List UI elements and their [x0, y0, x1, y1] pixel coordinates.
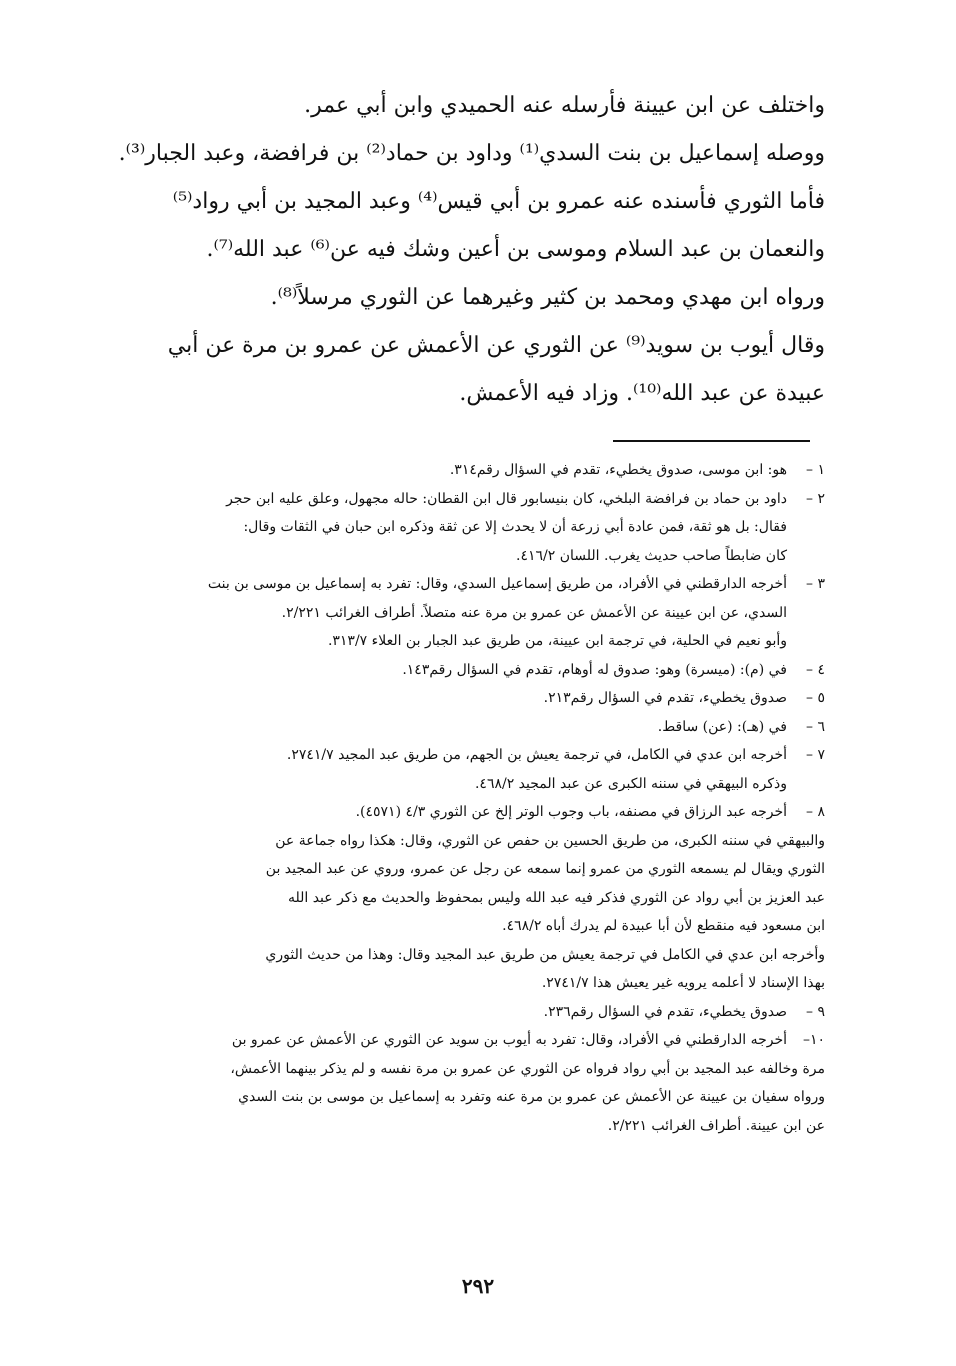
footnote-8-continuation	[100, 827, 825, 998]
footnote-10	[100, 1026, 825, 1055]
footnote-line: السدي، عن ابن عيينة عن الأعمش عن عمرو بن مرة عنه متصلاً. أطراف الغرائب ٢/٢٢١.	[281, 604, 787, 621]
main-text-line: فأما الثوري فأسنده عنه عمرو بن أبي قيس⁽⁴⁾ وعبد المجيد بن أبي رواد⁽⁵⁾	[172, 189, 825, 214]
footnote-line: في (م): (ميسرة) وهو: صدوق له أوهام، تقدم في السؤال رقم١٤٣.	[402, 661, 787, 678]
page-number: ٢٩٢	[461, 1274, 495, 1298]
footnote-line: في (هـ): (عن) ساقط.	[657, 718, 787, 735]
footnote-body	[100, 1026, 787, 1055]
footnote-line: هو: ابن موسى، صدوق يخطيء، تقدم في السؤال رقم٣١٤.	[449, 462, 787, 478]
footnote-line: صدوق يخطيء، تقدم في السؤال رقم٢٣٦.	[543, 1003, 787, 1020]
footnote-10-continuation	[100, 1055, 825, 1141]
footnote-body	[100, 513, 825, 570]
footnote-6	[100, 713, 825, 742]
footnote-body	[100, 741, 787, 798]
footnote-number: ٣ –	[806, 576, 825, 592]
footnote-body	[100, 456, 787, 485]
footnote-number: ١ –	[806, 462, 825, 478]
footnote-line: أخرجه عبد الرزاق في مصنفه، باب وجوب الوتر إلخ عن الثوري ٤/٣ (٤٥٧١).	[355, 804, 787, 820]
footnote-line: ورواه سفيان بن عيينة عن الأعمش عن عمرو بن مرة عنه وتفرد به إسماعيل بن موسى بن بنت السدي	[238, 1089, 825, 1105]
footnote-line: وأبو نعيم في الحلية، في ترجمة ابن عيينة، من طريق عبد الجبار بن العلاء ٣١٣/٧.	[327, 633, 787, 649]
footnote-line: صدوق يخطيء، تقدم في السؤال رقم٢١٣.	[543, 690, 787, 706]
main-text-line: واختلف عن ابن عيينة فأرسله عنه الحميدي وابن أبي عمر.	[304, 93, 825, 118]
footnote-line: الثوري ويقال لم يسمعه الثوري من عمرو إنما سمعه عن رجل عن عمرو، وروي عن عبد المجيد بن	[265, 861, 825, 877]
footnote-7	[100, 741, 825, 798]
footnote-body	[100, 798, 787, 827]
footnote-line: داود بن حماد بن فرافضة البلخي، كان بنيسابور قال ابن القطان: حاله مجهول، وعلق عليه ابن حجر	[226, 490, 787, 507]
footnote-4	[100, 656, 825, 685]
footnote-body	[100, 570, 787, 599]
footnote-2-continuation	[100, 513, 825, 570]
footnote-number: ٨ –	[806, 804, 825, 820]
footnote-line: ابن مسعود فيه منقطع لأن أبا عبيدة لم يدرك أباه ٤٦٨/٢.	[502, 918, 825, 934]
main-text-line: ووصله إسماعيل بن بنت السدي⁽¹⁾ وداود بن حماد⁽²⁾ بن فرافضة، وعبد الجبار⁽³⁾.	[118, 141, 825, 166]
footnote-body	[100, 656, 787, 685]
main-text-line: والنعمان بن عبد السلام وموسى بن أعين وشك فيه عن⁽⁶⁾ عبد الله⁽⁷⁾.	[206, 237, 825, 262]
footnote-number: ٥ –	[806, 690, 825, 706]
footnote-number: ٢ –	[806, 490, 825, 507]
footnote-3-continuation	[100, 599, 825, 656]
footnote-number: ٧ –	[806, 747, 825, 763]
footnote-3	[100, 570, 825, 599]
footnote-body	[100, 684, 787, 713]
footnote-line: والبيهقي في سننه الكبرى، من طريق الحسين بن حفص عن الثوري، وقال: هكذا رواه جماعة عن	[275, 832, 825, 849]
main-text-line: ورواه ابن مهدي ومحمد بن كثير وغيرهما عن الثوري مرسلاً⁽⁸⁾.	[270, 285, 825, 310]
main-text-line: وقال أيوب بن سويد⁽⁹⁾ عن الثوري عن الأعمش عن عمرو بن مرة عن أبي	[167, 333, 825, 358]
footnote-body	[100, 713, 787, 742]
footnote-line: أخرجه ابن عدي في الكامل، في ترجمة يعيش بن الجهم، من طريق عبد المجيد ٢٧٤١/٧.	[286, 747, 787, 763]
footnote-line: عن ابن عيينة. أطراف الغرائب ٢/٢٢١.	[607, 1117, 825, 1134]
footnotes	[100, 456, 825, 1140]
footnote-line: مرة وخالفه عبد المجيد بن أبي رواد فرواه عن الثوري عن عمرو بن مرة نفسه و لم يذكر بينهما الأعمش،	[230, 1060, 825, 1077]
footnote-line: أخرجه الدارقطني في الأفراد، وقال: تفرد به أيوب بن سويد عن الثوري عن الأعمش عن عمرو بن	[231, 1032, 787, 1048]
footnote-2	[100, 485, 825, 514]
main-text-line: عبيدة عن عبد الله⁽¹⁰⁾. وزاد فيه الأعمش.	[459, 381, 825, 406]
footnote-9	[100, 998, 825, 1027]
footnote-line: بهذا الإسناد لا أعلمه يرويه غير يعيش هذا ٢٧٤١/٧.	[541, 975, 825, 991]
footnote-body	[100, 1055, 825, 1141]
footnote-body	[100, 599, 825, 656]
footnote-5	[100, 684, 825, 713]
footnote-number: ٩ –	[806, 1003, 825, 1020]
footnote-body	[100, 998, 787, 1027]
footnote-line: كان ضابطاً صاحب حديث يغرب. اللسان ٤١٦/٢.	[516, 547, 787, 564]
footnote-body	[100, 827, 825, 998]
footnote-line: فقال: بل هو ثقة، فمن عادة أبي زرعة أن لا يحدث إلا عن ثقة وذكره ابن حبان في الثقات وقال:	[243, 519, 787, 535]
footnote-number: ٦ –	[806, 718, 825, 735]
footnote-8	[100, 798, 825, 827]
footnote-line: أخرجه الدارقطني في الأفراد، من طريق إسماعيل السدي، وقال: تفرد به إسماعيل بن موسى بن بنت	[207, 576, 787, 592]
footnote-separator	[613, 440, 810, 442]
footnote-line: عبد العزيز بن أبي رواد عن الثوري فذكر فيه عبد الله وليس بمحفوظ والحديث مع ذكر عبد الله	[287, 889, 825, 906]
footnote-number: ٤ –	[806, 661, 825, 678]
footnote-body	[100, 485, 787, 514]
footnote-line: وأخرجه ابن عدي في الكامل في ترجمة يعيش من طريق عبد المجيد وقال: وهذا من حديث الثوري	[265, 946, 825, 963]
main-text	[100, 82, 825, 418]
footnote-1	[100, 456, 825, 485]
footnote-number: ١٠–	[802, 1032, 825, 1048]
footnote-line: وذكره البيهقي في سننه الكبرى عن عبد المجيد ٤٦٨/٢.	[474, 775, 787, 792]
